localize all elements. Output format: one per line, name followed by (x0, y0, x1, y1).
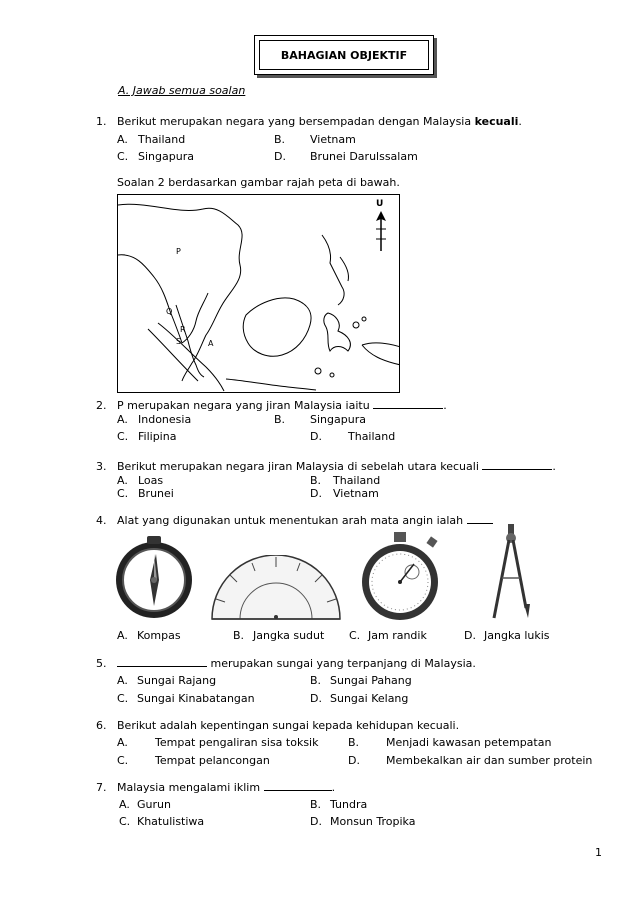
protractor-icon (210, 555, 342, 621)
map-label-s: S (176, 337, 182, 346)
q3-opt-b-letter: B. (310, 474, 322, 487)
q5-opt-b-letter: B. (310, 674, 322, 687)
q1-text-bold: kecuali (474, 115, 519, 128)
q1-number: 1. (96, 115, 107, 128)
q1-question (117, 115, 522, 128)
southeast-asia-map (117, 194, 400, 393)
q6-text: Berikut adalah kepentingan sungai kepada kehidupan kecuali. (117, 719, 460, 732)
q5-opt-c-text: Sungai Kinabatangan (137, 692, 255, 705)
q4-opt-b-text: Jangka sudut (253, 629, 325, 642)
q1-opt-a-letter: A. (117, 133, 128, 146)
header-box (254, 35, 434, 75)
q7-opt-a-text: Gurun (137, 798, 171, 811)
drawing-compass-icon (488, 524, 534, 622)
q3-question (117, 460, 556, 473)
q4-opt-d-letter: D. (464, 629, 476, 642)
q1-opt-b-letter: B. (274, 133, 286, 146)
map-drawing (118, 195, 400, 393)
q3-text: Berikut merupakan negara jiran Malaysia di sebelah utara kecuali (117, 460, 479, 473)
q5-opt-a-letter: A. (117, 674, 128, 687)
q6-opt-a-text: Tempat pengaliran sisa toksik (155, 736, 319, 749)
q5-opt-d-letter: D. (310, 692, 322, 705)
q4-opt-c-letter: C. (349, 629, 361, 642)
q2-opt-a-text: Indonesia (138, 413, 192, 426)
header-title: BAHAGIAN OBJEKTIF (259, 40, 429, 70)
q6-opt-b-letter: B. (348, 736, 360, 749)
q7-opt-b-text: Tundra (330, 798, 368, 811)
map-label-a: A (208, 339, 214, 348)
q5-opt-b-text: Sungai Pahang (330, 674, 412, 687)
q4-opt-b-letter: B. (233, 629, 245, 642)
q7-blank (264, 790, 332, 791)
north-label: U (376, 199, 384, 209)
q4-opt-c-text: Jam randik (368, 629, 427, 642)
q7-opt-b-letter: B. (310, 798, 322, 811)
q5-question (117, 657, 476, 670)
q2-opt-b-text: Singapura (310, 413, 366, 426)
north-arrow-icon (372, 211, 390, 251)
q1-opt-d-letter: D. (274, 150, 286, 163)
section-instruction: A. Jawab semua soalan (118, 84, 246, 97)
q3-end: . (552, 460, 556, 473)
q2-opt-c-letter: C. (117, 430, 129, 443)
q5-blank (117, 666, 207, 667)
q2-number: 2. (96, 399, 107, 412)
q2-opt-d-letter: D. (310, 430, 322, 443)
q2-text: P merupakan negara yang jiran Malaysia iaitu (117, 399, 370, 412)
q3-opt-c-text: Brunei (138, 487, 174, 500)
q3-opt-a-letter: A. (117, 474, 128, 487)
q4-question (117, 514, 493, 527)
q1-opt-d-text: Brunei Darulssalam (310, 150, 418, 163)
q5-opt-a-text: Sungai Rajang (137, 674, 217, 687)
q4-opt-a-letter: A. (117, 629, 128, 642)
q4-opt-a-text: Kompas (137, 629, 181, 642)
q1-opt-b-text: Vietnam (310, 133, 356, 146)
map-label-r: R (180, 325, 186, 334)
q7-text: Malaysia mengalami iklim (117, 781, 261, 794)
q6-number: 6. (96, 719, 107, 732)
q2-end: . (443, 399, 447, 412)
q6-opt-a-letter: A. (117, 736, 128, 749)
q1-text-b: . (518, 115, 522, 128)
q7-opt-c-letter: C. (119, 815, 131, 828)
q7-opt-d-letter: D. (310, 815, 322, 828)
q6-opt-d-letter: D. (348, 754, 360, 767)
q3-opt-a-text: Loas (138, 474, 164, 487)
q3-opt-d-text: Vietnam (333, 487, 379, 500)
q2-opt-c-text: Filipina (138, 430, 177, 443)
q7-end: . (331, 781, 336, 794)
q7-opt-a-letter: A. (119, 798, 130, 811)
q6-opt-c-text: Tempat pelancongan (155, 754, 270, 767)
q7-opt-c-text: Khatulistiwa (137, 815, 205, 828)
map-caption: Soalan 2 berdasarkan gambar rajah peta di bawah. (117, 176, 400, 189)
q3-opt-b-text: Thailand (333, 474, 381, 487)
q2-opt-d-text: Thailand (348, 430, 396, 443)
q6-opt-b-text: Menjadi kawasan petempatan (386, 736, 552, 749)
q3-opt-c-letter: C. (117, 487, 129, 500)
q5-number: 5. (96, 657, 107, 670)
q4-text: Alat yang digunakan untuk menentukan arah mata angin ialah (117, 514, 464, 527)
map-label-p: P (176, 247, 181, 256)
q1-opt-a-text: Thailand (138, 133, 186, 146)
compass-icon (113, 534, 195, 620)
stopwatch-icon (350, 530, 450, 622)
map-label-q: Q (166, 307, 173, 316)
q1-text-a: Berikut merupakan negara yang bersempadan dengan Malaysia (117, 115, 475, 128)
q5-text: merupakan sungai yang terpanjang di Malaysia. (210, 657, 476, 670)
q3-opt-d-letter: D. (310, 487, 322, 500)
q7-opt-d-text: Monsun Tropika (330, 815, 416, 828)
q6-opt-d-text: Membekalkan air dan sumber protein (386, 754, 593, 767)
q1-opt-c-text: Singapura (138, 150, 194, 163)
q6-opt-c-letter: C. (117, 754, 129, 767)
q7-number: 7. (96, 781, 107, 794)
q3-number: 3. (96, 460, 107, 473)
q2-opt-a-letter: A. (117, 413, 128, 426)
page-number: 1 (595, 846, 602, 859)
q3-blank (482, 469, 552, 470)
q1-opt-c-letter: C. (117, 150, 129, 163)
q7-question (117, 781, 335, 794)
q2-blank (373, 408, 443, 409)
q4-opt-d-text: Jangka lukis (484, 629, 550, 642)
q4-number: 4. (96, 514, 107, 527)
q2-opt-b-letter: B. (274, 413, 286, 426)
q5-opt-c-letter: C. (117, 692, 129, 705)
q5-opt-d-text: Sungai Kelang (330, 692, 409, 705)
q2-question (117, 399, 447, 412)
